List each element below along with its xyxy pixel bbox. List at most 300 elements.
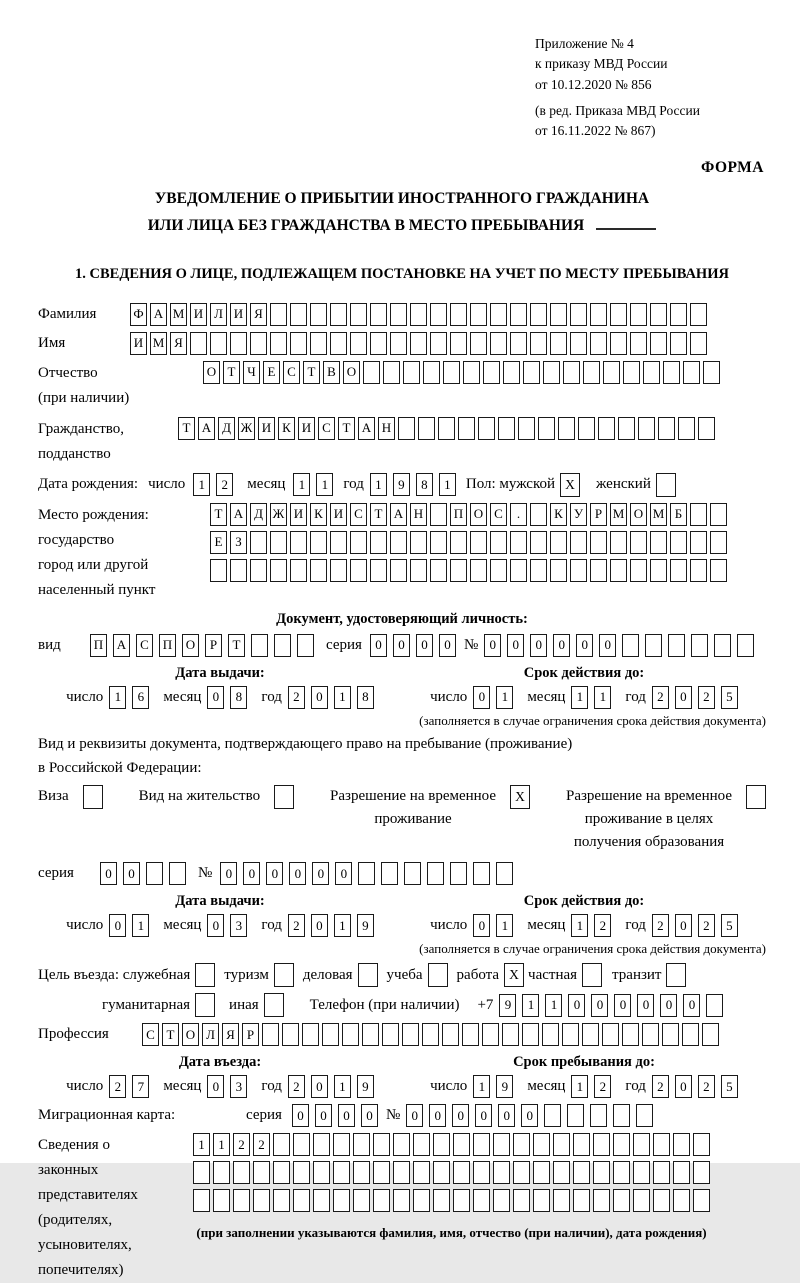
char-box[interactable]	[362, 1023, 379, 1046]
char-box[interactable]: К	[310, 503, 327, 526]
char-box[interactable]	[693, 1189, 710, 1212]
char-box[interactable]	[313, 1133, 330, 1156]
char-box[interactable]	[393, 1189, 410, 1212]
char-box[interactable]: О	[182, 1023, 199, 1046]
char-box[interactable]	[562, 1023, 579, 1046]
char-box[interactable]	[274, 634, 291, 657]
char-box[interactable]	[693, 1161, 710, 1184]
char-box[interactable]: Т	[370, 503, 387, 526]
char-box[interactable]	[322, 1023, 339, 1046]
char-box[interactable]	[693, 1133, 710, 1156]
char-box[interactable]: 1	[193, 473, 210, 496]
char-box[interactable]: 9	[496, 1075, 513, 1098]
char-box[interactable]	[645, 634, 662, 657]
char-box[interactable]	[313, 1161, 330, 1184]
char-box[interactable]	[270, 559, 287, 582]
char-box[interactable]: 0	[109, 914, 126, 937]
char-box[interactable]: 1	[439, 473, 456, 496]
char-box[interactable]: 2	[253, 1133, 270, 1156]
char-box[interactable]: 0	[416, 634, 433, 657]
char-box[interactable]	[290, 531, 307, 554]
char-box[interactable]	[590, 1104, 607, 1127]
char-box[interactable]	[313, 1189, 330, 1212]
char-box[interactable]: 2	[652, 686, 669, 709]
char-box[interactable]: 0	[311, 1075, 328, 1098]
char-box[interactable]	[590, 303, 607, 326]
char-box[interactable]	[250, 531, 267, 554]
char-box[interactable]	[450, 332, 467, 355]
char-box[interactable]: С	[283, 361, 300, 384]
char-box[interactable]: 5	[721, 686, 738, 709]
char-box[interactable]: Р	[242, 1023, 259, 1046]
char-box[interactable]	[410, 531, 427, 554]
char-box[interactable]: О	[182, 634, 199, 657]
char-box[interactable]	[538, 417, 555, 440]
char-box[interactable]	[423, 361, 440, 384]
char-box[interactable]	[453, 1161, 470, 1184]
char-box[interactable]: 1	[496, 686, 513, 709]
char-box[interactable]	[493, 1161, 510, 1184]
char-box[interactable]	[453, 1189, 470, 1212]
char-box[interactable]	[636, 1104, 653, 1127]
char-box[interactable]	[710, 559, 727, 582]
char-box[interactable]	[273, 1189, 290, 1212]
char-box[interactable]: Т	[178, 417, 195, 440]
char-box[interactable]: 0	[452, 1104, 469, 1127]
char-box[interactable]: М	[170, 303, 187, 326]
char-box[interactable]	[533, 1189, 550, 1212]
char-box[interactable]	[598, 417, 615, 440]
char-box[interactable]	[450, 531, 467, 554]
char-box[interactable]	[530, 303, 547, 326]
char-box[interactable]: В	[323, 361, 340, 384]
char-box[interactable]	[590, 531, 607, 554]
char-box[interactable]	[630, 303, 647, 326]
char-box[interactable]: А	[230, 503, 247, 526]
char-box[interactable]	[470, 332, 487, 355]
char-box[interactable]	[613, 1104, 630, 1127]
char-box[interactable]	[490, 531, 507, 554]
char-box[interactable]	[493, 1189, 510, 1212]
char-box[interactable]	[638, 417, 655, 440]
purpose-humanitarian-checkbox[interactable]	[195, 993, 215, 1017]
char-box[interactable]	[690, 531, 707, 554]
char-box[interactable]: 0	[370, 634, 387, 657]
char-box[interactable]: 1	[571, 914, 588, 937]
char-box[interactable]: 1	[473, 1075, 490, 1098]
char-box[interactable]: З	[230, 531, 247, 554]
char-box[interactable]	[210, 559, 227, 582]
char-box[interactable]	[593, 1161, 610, 1184]
char-box[interactable]: 0	[311, 686, 328, 709]
char-box[interactable]	[653, 1189, 670, 1212]
char-box[interactable]	[403, 361, 420, 384]
char-box[interactable]	[443, 361, 460, 384]
char-box[interactable]: И	[130, 332, 147, 355]
char-box[interactable]	[470, 531, 487, 554]
char-box[interactable]	[473, 862, 490, 885]
char-box[interactable]: П	[90, 634, 107, 657]
char-box[interactable]: С	[136, 634, 153, 657]
char-box[interactable]: И	[290, 503, 307, 526]
char-box[interactable]: 0	[207, 1075, 224, 1098]
char-box[interactable]: 8	[230, 686, 247, 709]
char-box[interactable]: 0	[338, 1104, 355, 1127]
char-box[interactable]	[570, 332, 587, 355]
char-box[interactable]: 1	[496, 914, 513, 937]
char-box[interactable]	[522, 1023, 539, 1046]
char-box[interactable]	[270, 303, 287, 326]
char-box[interactable]	[583, 361, 600, 384]
char-box[interactable]	[442, 1023, 459, 1046]
char-box[interactable]	[490, 559, 507, 582]
char-box[interactable]: 2	[288, 914, 305, 937]
char-box[interactable]	[450, 559, 467, 582]
char-box[interactable]	[290, 303, 307, 326]
char-box[interactable]	[623, 361, 640, 384]
char-box[interactable]	[542, 1023, 559, 1046]
char-box[interactable]: 5	[721, 1075, 738, 1098]
char-box[interactable]: 2	[698, 1075, 715, 1098]
char-box[interactable]: К	[550, 503, 567, 526]
char-box[interactable]	[593, 1133, 610, 1156]
char-box[interactable]	[233, 1161, 250, 1184]
char-box[interactable]	[630, 332, 647, 355]
char-box[interactable]	[530, 531, 547, 554]
char-box[interactable]: 1	[571, 1075, 588, 1098]
char-box[interactable]	[330, 303, 347, 326]
char-box[interactable]	[550, 559, 567, 582]
char-box[interactable]	[410, 303, 427, 326]
char-box[interactable]	[714, 634, 731, 657]
char-box[interactable]	[253, 1161, 270, 1184]
char-box[interactable]: Т	[210, 503, 227, 526]
char-box[interactable]	[390, 303, 407, 326]
char-box[interactable]: Л	[202, 1023, 219, 1046]
char-box[interactable]	[698, 417, 715, 440]
char-box[interactable]	[273, 1133, 290, 1156]
char-box[interactable]	[193, 1161, 210, 1184]
char-box[interactable]	[658, 417, 675, 440]
char-box[interactable]: 0	[406, 1104, 423, 1127]
char-box[interactable]: 1	[594, 686, 611, 709]
char-box[interactable]	[633, 1189, 650, 1212]
char-box[interactable]	[650, 559, 667, 582]
char-box[interactable]: Н	[410, 503, 427, 526]
char-box[interactable]: И	[230, 303, 247, 326]
char-box[interactable]: 9	[393, 473, 410, 496]
char-box[interactable]	[430, 559, 447, 582]
char-box[interactable]	[310, 332, 327, 355]
char-box[interactable]	[530, 332, 547, 355]
char-box[interactable]: М	[610, 503, 627, 526]
char-box[interactable]: 2	[594, 1075, 611, 1098]
char-box[interactable]: Р	[590, 503, 607, 526]
char-box[interactable]	[610, 559, 627, 582]
char-box[interactable]: 0	[207, 914, 224, 937]
char-box[interactable]	[510, 332, 527, 355]
char-box[interactable]	[630, 559, 647, 582]
char-box[interactable]	[310, 559, 327, 582]
char-box[interactable]: С	[318, 417, 335, 440]
char-box[interactable]	[550, 531, 567, 554]
char-box[interactable]	[643, 361, 660, 384]
char-box[interactable]: Т	[338, 417, 355, 440]
char-box[interactable]: И	[258, 417, 275, 440]
char-box[interactable]: 0	[473, 686, 490, 709]
char-box[interactable]	[622, 1023, 639, 1046]
char-box[interactable]: О	[343, 361, 360, 384]
char-box[interactable]	[544, 1104, 561, 1127]
char-box[interactable]	[513, 1189, 530, 1212]
char-box[interactable]	[610, 531, 627, 554]
char-box[interactable]	[470, 303, 487, 326]
char-box[interactable]	[550, 332, 567, 355]
char-box[interactable]	[613, 1133, 630, 1156]
char-box[interactable]	[373, 1189, 390, 1212]
char-box[interactable]: 0	[315, 1104, 332, 1127]
char-box[interactable]	[382, 1023, 399, 1046]
char-box[interactable]	[473, 1161, 490, 1184]
char-box[interactable]	[251, 634, 268, 657]
char-box[interactable]	[633, 1133, 650, 1156]
char-box[interactable]	[342, 1023, 359, 1046]
char-box[interactable]	[370, 559, 387, 582]
char-box[interactable]: А	[358, 417, 375, 440]
char-box[interactable]	[302, 1023, 319, 1046]
char-box[interactable]	[670, 559, 687, 582]
char-box[interactable]: 1	[109, 686, 126, 709]
char-box[interactable]	[373, 1133, 390, 1156]
char-box[interactable]: 0	[614, 994, 631, 1017]
char-box[interactable]: 0	[530, 634, 547, 657]
char-box[interactable]: .	[510, 503, 527, 526]
char-box[interactable]: С	[142, 1023, 159, 1046]
char-box[interactable]: Т	[162, 1023, 179, 1046]
sex-female-checkbox[interactable]	[656, 473, 676, 497]
char-box[interactable]: А	[198, 417, 215, 440]
char-box[interactable]: Ж	[270, 503, 287, 526]
purpose-tourism-checkbox[interactable]	[274, 963, 294, 987]
char-box[interactable]	[473, 1133, 490, 1156]
char-box[interactable]	[690, 332, 707, 355]
char-box[interactable]	[333, 1133, 350, 1156]
char-box[interactable]	[503, 361, 520, 384]
char-box[interactable]: Я	[170, 332, 187, 355]
char-box[interactable]	[582, 1023, 599, 1046]
char-box[interactable]	[233, 1189, 250, 1212]
char-box[interactable]: 0	[568, 994, 585, 1017]
char-box[interactable]	[490, 332, 507, 355]
char-box[interactable]: А	[113, 634, 130, 657]
char-box[interactable]: У	[570, 503, 587, 526]
char-box[interactable]	[213, 1189, 230, 1212]
char-box[interactable]	[550, 303, 567, 326]
char-box[interactable]: 0	[637, 994, 654, 1017]
char-box[interactable]: 0	[498, 1104, 515, 1127]
char-box[interactable]: 2	[288, 686, 305, 709]
char-box[interactable]: Ф	[130, 303, 147, 326]
char-box[interactable]: 3	[230, 1075, 247, 1098]
char-box[interactable]	[673, 1161, 690, 1184]
char-box[interactable]	[563, 361, 580, 384]
char-box[interactable]	[210, 332, 227, 355]
char-box[interactable]	[650, 332, 667, 355]
char-box[interactable]	[510, 531, 527, 554]
char-box[interactable]: 1	[132, 914, 149, 937]
char-box[interactable]	[462, 1023, 479, 1046]
char-box[interactable]: 5	[721, 914, 738, 937]
char-box[interactable]: 0	[393, 634, 410, 657]
char-box[interactable]	[473, 1189, 490, 1212]
char-box[interactable]	[690, 303, 707, 326]
char-box[interactable]	[310, 303, 327, 326]
char-box[interactable]: 1	[316, 473, 333, 496]
char-box[interactable]: 0	[266, 862, 283, 885]
char-box[interactable]	[518, 417, 535, 440]
char-box[interactable]	[691, 634, 708, 657]
char-box[interactable]	[573, 1189, 590, 1212]
char-box[interactable]	[502, 1023, 519, 1046]
char-box[interactable]	[350, 559, 367, 582]
char-box[interactable]	[533, 1133, 550, 1156]
char-box[interactable]	[410, 332, 427, 355]
char-box[interactable]	[410, 559, 427, 582]
char-box[interactable]	[370, 332, 387, 355]
char-box[interactable]: 1	[334, 686, 351, 709]
char-box[interactable]	[710, 503, 727, 526]
temp-residence-education-checkbox[interactable]	[746, 785, 766, 809]
char-box[interactable]	[543, 361, 560, 384]
char-box[interactable]	[530, 559, 547, 582]
char-box[interactable]	[193, 1189, 210, 1212]
char-box[interactable]: 0	[576, 634, 593, 657]
char-box[interactable]	[433, 1133, 450, 1156]
char-box[interactable]: 2	[652, 1075, 669, 1098]
char-box[interactable]	[603, 361, 620, 384]
char-box[interactable]: К	[278, 417, 295, 440]
char-box[interactable]	[602, 1023, 619, 1046]
char-box[interactable]	[353, 1161, 370, 1184]
char-box[interactable]	[642, 1023, 659, 1046]
char-box[interactable]: 9	[499, 994, 516, 1017]
char-box[interactable]	[610, 303, 627, 326]
char-box[interactable]: 0	[335, 862, 352, 885]
char-box[interactable]	[430, 531, 447, 554]
char-box[interactable]	[350, 303, 367, 326]
char-box[interactable]	[353, 1133, 370, 1156]
purpose-transit-checkbox[interactable]	[666, 963, 686, 987]
char-box[interactable]: 1	[334, 914, 351, 937]
char-box[interactable]: 2	[594, 914, 611, 937]
char-box[interactable]	[253, 1189, 270, 1212]
char-box[interactable]	[690, 559, 707, 582]
char-box[interactable]	[190, 332, 207, 355]
char-box[interactable]	[146, 862, 163, 885]
char-box[interactable]	[270, 332, 287, 355]
char-box[interactable]	[570, 559, 587, 582]
char-box[interactable]: 2	[288, 1075, 305, 1098]
char-box[interactable]: 0	[123, 862, 140, 885]
char-box[interactable]: О	[470, 503, 487, 526]
char-box[interactable]	[573, 1161, 590, 1184]
char-box[interactable]: 1	[571, 686, 588, 709]
char-box[interactable]: Е	[263, 361, 280, 384]
char-box[interactable]: 2	[652, 914, 669, 937]
char-box[interactable]	[573, 1133, 590, 1156]
char-box[interactable]	[393, 1161, 410, 1184]
char-box[interactable]: 0	[429, 1104, 446, 1127]
residence-permit-checkbox[interactable]	[274, 785, 294, 809]
char-box[interactable]	[578, 417, 595, 440]
char-box[interactable]	[682, 1023, 699, 1046]
char-box[interactable]	[470, 559, 487, 582]
char-box[interactable]	[381, 862, 398, 885]
char-box[interactable]	[650, 531, 667, 554]
char-box[interactable]	[290, 559, 307, 582]
char-box[interactable]	[453, 1133, 470, 1156]
char-box[interactable]	[293, 1189, 310, 1212]
char-box[interactable]	[290, 332, 307, 355]
char-box[interactable]: 2	[698, 686, 715, 709]
char-box[interactable]	[458, 417, 475, 440]
char-box[interactable]: 0	[289, 862, 306, 885]
char-box[interactable]: 8	[416, 473, 433, 496]
char-box[interactable]	[663, 361, 680, 384]
char-box[interactable]: 1	[522, 994, 539, 1017]
char-box[interactable]	[683, 361, 700, 384]
char-box[interactable]	[490, 303, 507, 326]
char-box[interactable]	[496, 862, 513, 885]
char-box[interactable]	[370, 303, 387, 326]
purpose-work-checkbox[interactable]: X	[504, 963, 524, 987]
char-box[interactable]	[363, 361, 380, 384]
char-box[interactable]	[373, 1161, 390, 1184]
char-box[interactable]	[553, 1133, 570, 1156]
char-box[interactable]	[413, 1133, 430, 1156]
char-box[interactable]	[567, 1104, 584, 1127]
char-box[interactable]: 0	[591, 994, 608, 1017]
char-box[interactable]: 0	[553, 634, 570, 657]
char-box[interactable]: 9	[357, 914, 374, 937]
char-box[interactable]	[430, 332, 447, 355]
char-box[interactable]: 0	[675, 914, 692, 937]
char-box[interactable]	[610, 332, 627, 355]
char-box[interactable]	[402, 1023, 419, 1046]
char-box[interactable]: 8	[357, 686, 374, 709]
char-box[interactable]	[590, 332, 607, 355]
char-box[interactable]: 0	[660, 994, 677, 1017]
char-box[interactable]	[622, 634, 639, 657]
char-box[interactable]	[558, 417, 575, 440]
char-box[interactable]	[213, 1161, 230, 1184]
char-box[interactable]: Т	[223, 361, 240, 384]
char-box[interactable]	[653, 1133, 670, 1156]
char-box[interactable]	[427, 862, 444, 885]
char-box[interactable]: 2	[233, 1133, 250, 1156]
char-box[interactable]	[383, 361, 400, 384]
char-box[interactable]: Р	[205, 634, 222, 657]
purpose-business-checkbox[interactable]	[358, 963, 378, 987]
char-box[interactable]	[273, 1161, 290, 1184]
char-box[interactable]	[262, 1023, 279, 1046]
char-box[interactable]: 0	[220, 862, 237, 885]
char-box[interactable]	[350, 332, 367, 355]
char-box[interactable]: Т	[228, 634, 245, 657]
char-box[interactable]: 0	[361, 1104, 378, 1127]
char-box[interactable]	[230, 559, 247, 582]
char-box[interactable]	[333, 1189, 350, 1212]
